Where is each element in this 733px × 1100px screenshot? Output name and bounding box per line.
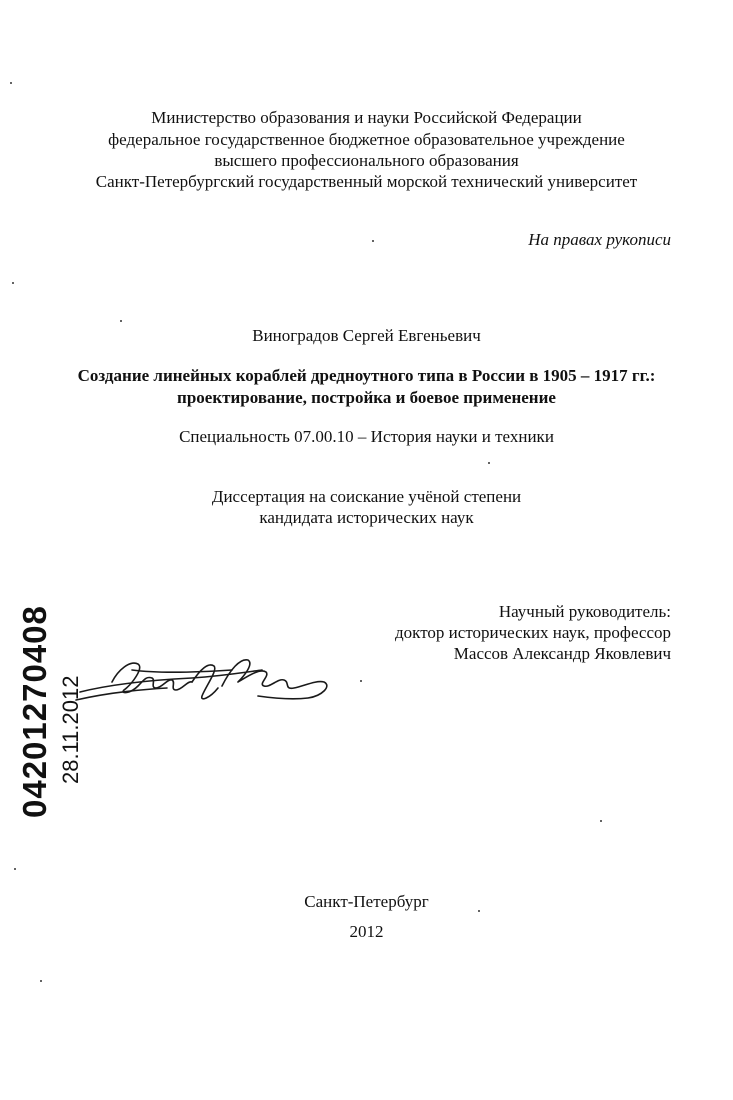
manuscript-rights-note: На правах рукописи bbox=[528, 230, 671, 249]
scan-speck bbox=[12, 282, 14, 284]
university-name-line: Санкт-Петербургский государственный морской технический университет bbox=[95, 172, 638, 191]
author-name: Виноградов Сергей Евгеньевич bbox=[252, 326, 481, 345]
institution-type-line: федеральное государственное бюджетное образовательное учреждение bbox=[108, 130, 625, 149]
library-stamp-number: 04201270408 bbox=[16, 605, 53, 818]
ministry-line: Министерство образования и науки Российской Федерации bbox=[151, 108, 582, 127]
supervisor-label: Научный руководитель: bbox=[498, 602, 671, 621]
scan-speck bbox=[10, 82, 12, 84]
scan-speck bbox=[478, 910, 480, 912]
dissertation-title-line-2: проектирование, постройка и боевое применение bbox=[177, 388, 556, 407]
handwritten-signature bbox=[72, 640, 342, 710]
year: 2012 bbox=[349, 922, 384, 941]
scan-speck bbox=[120, 320, 122, 322]
specialty-line: Специальность 07.00.10 – История науки и техники bbox=[179, 427, 554, 446]
degree-line-1: Диссертация на соискание учёной степени bbox=[211, 487, 522, 506]
supervisor-name: Массов Александр Яковлевич bbox=[453, 644, 671, 663]
scan-speck bbox=[14, 868, 16, 870]
scan-speck bbox=[488, 462, 490, 464]
library-stamp-date: 28.11.2012 bbox=[58, 675, 83, 784]
dissertation-title-line-1: Создание линейных кораблей дредноутного типа в России в 1905 – 1917 гг.: bbox=[77, 366, 656, 385]
city: Санкт-Петербург bbox=[304, 892, 429, 911]
supervisor-credentials: доктор исторических наук, профессор bbox=[395, 623, 671, 642]
scan-speck bbox=[600, 820, 602, 822]
scan-speck bbox=[40, 980, 42, 982]
degree-line-2: кандидата исторических наук bbox=[259, 508, 474, 527]
scan-speck bbox=[372, 240, 374, 242]
scan-speck bbox=[360, 680, 362, 682]
education-level-line: высшего профессионального образования bbox=[214, 151, 519, 170]
